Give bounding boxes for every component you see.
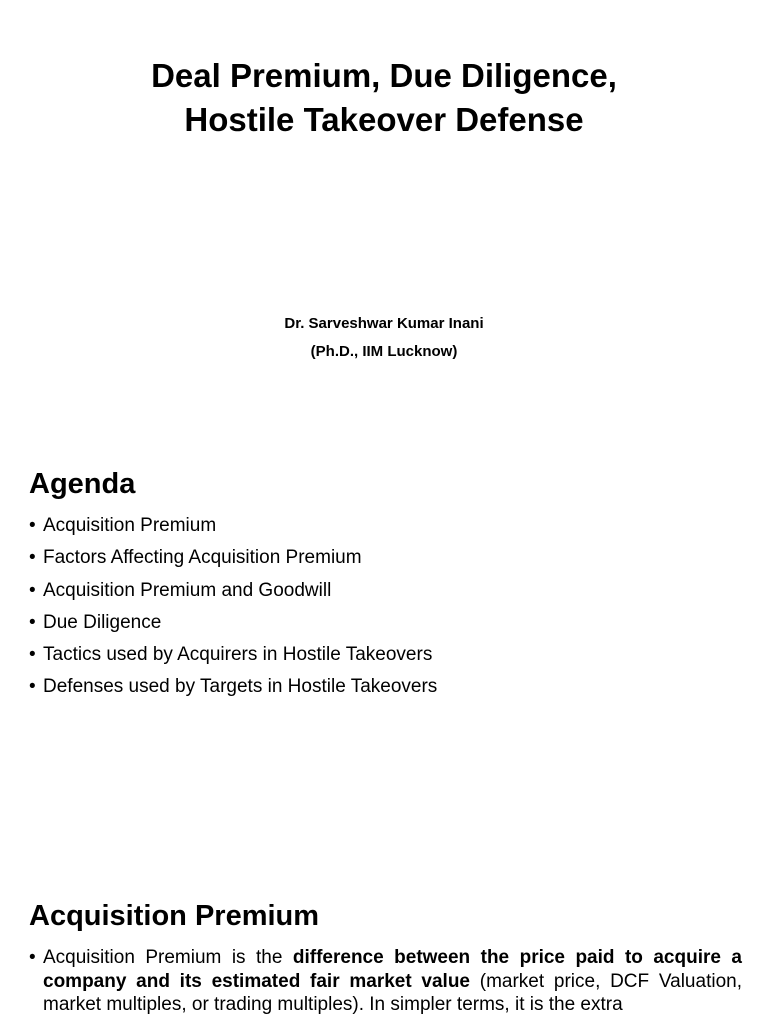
title-line-2: Hostile Takeover Defense <box>184 101 584 138</box>
author-block <box>60 310 708 366</box>
agenda-item: • Due Diligence <box>29 607 437 639</box>
author-name: Dr. Sarveshwar Kumar Inani <box>284 315 484 332</box>
agenda-heading: Agenda <box>29 468 136 500</box>
acquisition-premium-slide <box>0 864 768 1024</box>
bullet-dot: • <box>29 947 36 968</box>
title-line-1: Deal Premium, Due Diligence, <box>151 57 617 94</box>
agenda-item: • Factors Affecting Acquisition Premium <box>29 542 437 574</box>
definition-bullet <box>29 946 742 1017</box>
definition-text <box>43 946 742 1017</box>
agenda-item: • Defenses used by Targets in Hostile Takeovers <box>29 671 437 703</box>
agenda-slide <box>0 432 768 864</box>
presentation-title <box>60 54 708 142</box>
agenda-item: • Tactics used by Acquirers in Hostile Takeovers <box>29 639 437 671</box>
agenda-item: • Acquisition Premium and Goodwill <box>29 575 437 607</box>
definition-text-intro: Acquisition Premium is the <box>43 947 293 968</box>
agenda-list <box>29 510 437 704</box>
agenda-item: • Acquisition Premium <box>29 510 437 542</box>
acquisition-premium-heading: Acquisition Premium <box>29 900 320 932</box>
author-credentials: (Ph.D., IIM Lucknow) <box>310 343 458 360</box>
definition-text-continued: (market price, DCF Valuation, market multiples, or trading multiples). In simpler terms, it is the extra <box>43 970 742 1016</box>
title-slide <box>0 0 768 432</box>
definition-text-emphasis: difference between the price paid to acquire a company and its estimated fair market value <box>43 947 742 992</box>
